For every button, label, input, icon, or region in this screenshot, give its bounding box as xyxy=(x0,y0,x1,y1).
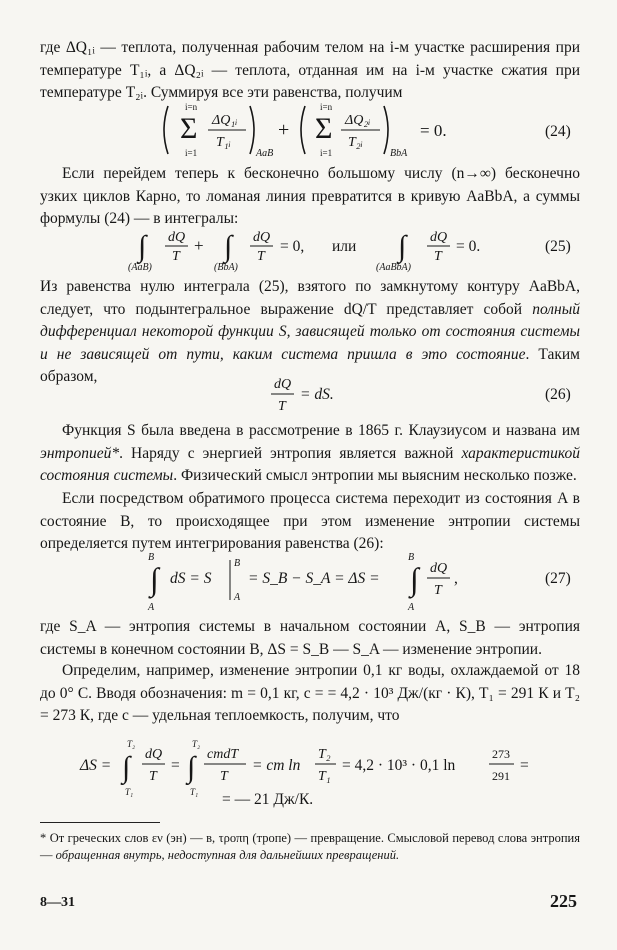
integral-lower-27b: A xyxy=(408,602,415,613)
paragraph-4-entropy-term: энтропией* xyxy=(40,444,120,462)
ds-equals-s: dS = S xyxy=(170,570,212,587)
fraction-num-1: ΔQ₁ᵢ xyxy=(212,113,238,128)
right-paren-2 xyxy=(384,106,388,154)
fraction-den-27: T xyxy=(434,583,442,598)
equation-25-svg xyxy=(0,222,617,274)
calc-numeric: = 4,2 · 10³ · 0,1 ln xyxy=(342,757,456,774)
eval-lower: A xyxy=(234,592,241,603)
calc-result: = — 21 Дж/К. xyxy=(222,791,314,808)
equation-27-svg xyxy=(0,550,617,614)
equals-ds: = dS. xyxy=(300,386,334,403)
printer-signature: 8—31 xyxy=(40,895,75,910)
calc-den-1: T xyxy=(149,769,157,784)
paragraph-4-text-e: . Физический смысл энтропии мы выясним несколько позже. xyxy=(173,467,577,484)
sum-upper-2: i=n xyxy=(320,102,333,112)
equation-number-26: (26) xyxy=(545,386,571,403)
integral-limit-3: (AaBbA) xyxy=(376,262,411,273)
plus-sign-25: + xyxy=(194,236,204,255)
equals-zero: = 0. xyxy=(420,121,447,140)
sum-lower-1: i=1 xyxy=(185,148,198,158)
calc-num-1: dQ xyxy=(145,747,163,762)
fraction-den-1: T₁ᵢ xyxy=(216,135,231,150)
equals-zero-period: = 0. xyxy=(456,238,481,255)
delta-s-lhs: ΔS = xyxy=(80,757,112,774)
sum-lower-2: i=1 xyxy=(320,148,333,158)
subscript-aab: AaB xyxy=(256,148,274,159)
equation-27 xyxy=(0,550,617,614)
fraction-num-25b: dQ xyxy=(253,230,271,245)
left-paren-1 xyxy=(164,106,168,154)
paragraph-2: Если перейдем теперь к бесконечно большому числу (n→∞) бесконечно узких циклов Карно, то ломаная линия превратится в кривую AaBbA, а суммы формулы (24) — в интегралы: xyxy=(40,165,580,227)
right-paren-1 xyxy=(250,106,254,154)
paragraph-4-text-a: Функция S была введена в рассмотрение в 1865 г. Клаузиусом и названа им xyxy=(62,422,580,439)
calc-den-3: T₁ xyxy=(318,769,331,784)
footnote-italic: обращенная внутрь, недоступная для дальнейших превращений. xyxy=(55,848,400,862)
integral-upper-27b: B xyxy=(408,552,415,563)
integral-limit-2: (BbA) xyxy=(214,262,238,273)
fraction-num-2: ΔQ₂ᵢ xyxy=(345,113,371,128)
equals-zero-comma: = 0, xyxy=(280,238,305,255)
paragraph-4-text-c: . Наряду с энергией энтропия является важной xyxy=(119,444,462,462)
integral-2: ∫ xyxy=(224,230,233,263)
paragraph-1: где ΔQ₁ᵢ — теплота, полученная рабочим телом на i-м участке расширения при температуре T₁ᵢ, а ΔQ₂ᵢ — теплота, отданная им на i-м участке сжатия при температуре T₂ᵢ. Суммируя все эти равенства, получим xyxy=(40,39,580,101)
footnote-text: * От греческих слов εν (эн) — в, τροπη (тропе) — превращение. Смысловой перевод слова энтропия — xyxy=(40,831,580,862)
calc-integral-upper-1: T₂ xyxy=(127,740,136,749)
difference-expression: = S_B − S_A = ΔS = xyxy=(248,570,380,587)
paragraph-3-text-a: Из равенства нулю интеграла (25), взятого по замкнутому контуру AaBbA, следует, что подынтегральное выражение dQ/T представляет собой xyxy=(40,278,580,318)
integral-27b: ∫ xyxy=(410,561,419,597)
equation-calculation-svg xyxy=(0,740,617,808)
equation-number-24: (24) xyxy=(545,123,571,140)
equation-calculation xyxy=(0,740,617,808)
footnote-rule xyxy=(40,822,160,823)
equation-25 xyxy=(0,222,617,274)
calc-num-2: cmdT xyxy=(207,747,239,762)
calc-integral-1: ∫ xyxy=(122,751,131,784)
calc-integral-lower-2: T₁ xyxy=(190,787,199,797)
fraction-num-26: dQ xyxy=(274,377,292,392)
fraction-num-25c: dQ xyxy=(430,230,448,245)
subscript-bba: BbA xyxy=(390,148,408,159)
calc-num-3: T₂ xyxy=(318,747,331,762)
paragraph-7: Определим, например, изменение энтропии 0,1 кг воды, охлаждаемой от 18 до 0° С. Вводя обозначения: m = 0,1 кг, c = = 4,2 · 10³ Дж/(кг · К), T₁ = 291 К и T₂ = 273 К, где c — удельная теплоемкость, получим, что xyxy=(40,662,580,724)
calc-integral-2: ∫ xyxy=(187,751,196,784)
fraction-den-2: T₂ᵢ xyxy=(348,135,363,150)
equation-26 xyxy=(0,372,617,418)
equation-number-25: (25) xyxy=(545,238,571,255)
integral-upper-27a: B xyxy=(148,552,155,563)
sigma-symbol-2: Σ xyxy=(315,112,333,145)
page-number: 225 xyxy=(550,891,577,911)
fraction-den-25a: T xyxy=(172,249,180,264)
equation-number-27: (27) xyxy=(545,570,571,587)
paragraph-6: где S_A — энтропия системы в начальном состоянии A, S_B — энтропия системы в конечном состоянии B, ΔS = S_B — S_A — изменение энтропии. xyxy=(40,618,580,658)
paragraph-3-italic: полный дифференциал некоторой функции S, зависящей только от состояния системы и не зависящей от пути, каким система пришла в это состояние xyxy=(40,300,580,363)
fraction-num-27: dQ xyxy=(430,561,448,576)
fraction-den-25b: T xyxy=(257,249,265,264)
plus-sign: + xyxy=(278,119,290,141)
calc-integral-upper-2: T₂ xyxy=(192,740,201,749)
calc-num-4: 273 xyxy=(492,747,510,761)
paragraph-4-italic: характеристикой состояния системы xyxy=(40,444,580,484)
fraction-num-25a: dQ xyxy=(168,230,186,245)
calc-cm-ln: = cm ln xyxy=(252,757,301,774)
integral-3: ∫ xyxy=(398,230,407,263)
sigma-symbol-1: Σ xyxy=(180,112,198,145)
eval-upper: B xyxy=(234,558,241,569)
footnote xyxy=(40,830,580,864)
paragraph-5: Если посредством обратимого процесса система переходит из состояния A в состояние B, то происходящее при этом изменение энтропии системы определяется путем интегрирования равенства (26): xyxy=(40,490,580,552)
calc-equals-1: = xyxy=(171,757,180,774)
sum-upper-1: i=n xyxy=(185,102,198,112)
calc-integral-lower-1: T₁ xyxy=(125,787,134,797)
fraction-den-25c: T xyxy=(434,249,442,264)
paragraph-4 xyxy=(40,420,580,488)
fraction-den-26: T xyxy=(278,399,286,414)
integral-lower-27a: A xyxy=(148,602,155,613)
comma-27: , xyxy=(454,570,458,587)
equation-26-svg xyxy=(0,372,617,418)
equation-24-svg xyxy=(0,100,617,162)
calc-den-2: T xyxy=(220,769,228,784)
left-paren-2 xyxy=(301,106,305,154)
word-or: или xyxy=(332,238,357,255)
integral-1: ∫ xyxy=(138,230,147,263)
integral-limit-1: (AaB) xyxy=(128,262,152,273)
calc-den-4: 291 xyxy=(492,769,510,783)
paragraph-3-text-c: . Таким образом, xyxy=(40,345,580,385)
calc-trailing-equals: = xyxy=(520,757,529,774)
equation-24 xyxy=(0,100,617,162)
integral-27a: ∫ xyxy=(150,561,159,597)
